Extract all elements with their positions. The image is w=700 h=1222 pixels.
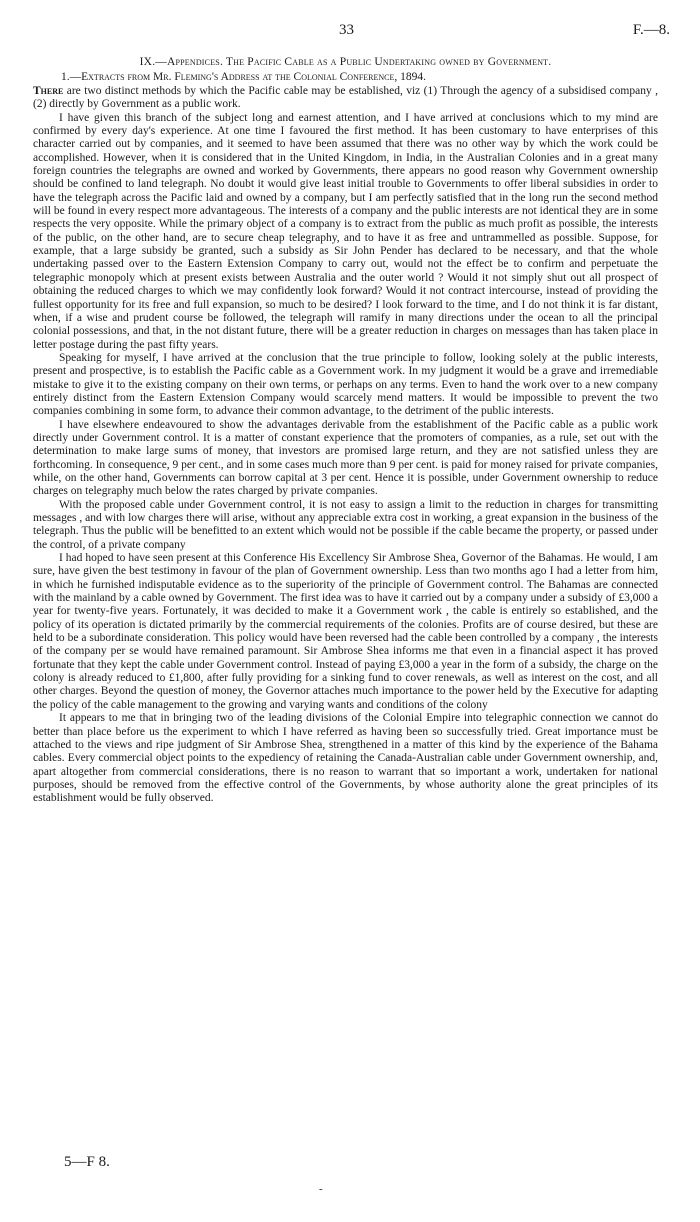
section-heading: IX.—Appendices. The Pacific Cable as a Public Undertaking owned by Government. bbox=[139, 56, 552, 68]
footer-mark: - bbox=[319, 1183, 323, 1195]
signature-mark: 5—F 8. bbox=[64, 1154, 110, 1170]
paragraph: I had hoped to have seen present at this Conference His Excellency Sir Ambrose Shea, Governor of the Bahamas. He would, I am sure, have given the best testimony in favour of the plan of Government ownership. Less than two months ago I had a letter from him, in which he furnished indisputable evidence as to the superiority of the principle of Government control. The Bahamas are connected with the mainland by a cable owned by Government. The first idea was to have it carried out by a company under a subsidy of £3,000 a year for twenty-five years. Fortunately, it was decided to make it a Government work , the cable is entirely so established, and the policy of its operation is dictated primarily by the commercial requirements of the colonies. Profits are of course desired, but these are held to be a subordinate consideration. This policy would have been reversed had the cable been controlled by a company , the interests of the company per se would have remained paramount. Sir Ambrose Shea informs me that even in a financial aspect it has proved fortunate that they kept the cable under Government control. Instead of paying £3,000 a year in the form of a subsidy, the charge on the colony is already reduced to £1,800, after fully providing for a sinking fund to cover renewals, as well as interest on the cost, and all other charges. Beyond the question of money, the Governor attaches much importance to the power held by the Executive for adapting the policy of the cable management to the growing and varying wants and conditions of the colony bbox=[33, 552, 658, 711]
paragraph: I have elsewhere endeavoured to show the advantages derivable from the establishment of the Pacific cable as a public work directly under Government control. It is a matter of constant experience that the promoters of companies, as a rule, set out with the determination to make large sums of money, that investors are promised large return, and they are not satisfied unless they are forthcoming. In consequence, 9 per cent., and in some cases much more than 9 per cent. is paid for money raised for private companies, while, on the other hand, Governments can borrow capital at 3 per cent. Hence it is possible, under Government ownership to reduce charges on telegraphy much below the rates charged by private companies. bbox=[33, 418, 658, 498]
paragraph bbox=[33, 85, 658, 112]
page-number: 33 bbox=[339, 22, 354, 38]
section-subheading: 1.—Extracts from Mr. Fleming's Address at the Colonial Conference, 1894. bbox=[61, 71, 427, 83]
paragraph: I have given this branch of the subject long and earnest attention, and I have arrived at conclusions which to my mind are confirmed by every day's experience. At one time I favoured the first method. It has been customary to have enterprises of this character carried out by companies, and it seemed to have been assumed that there was no other way by which the work could be accomplished. However, when it is considered that in the United Kingdom, in India, in the Australian Colonies and in a great many foreign countries the telegraphs are owned and worked by Governments, there appears no good reason why Government ownership should be confined to land telegraph. No doubt it would give least initial trouble to Governments to offer liberal subsidies in order to have the telegraph across the Pacific laid and owned by a company, but I am perfectly satisfied that in the long run the second method will be found in every respect more advantageous. The interests of a company and the public interests are not identical they are in some respects the very opposite. While the primary object of a company is to extract from the public as much profit as possible, the interests of the public, on the other hand, are to secure cheap telegraphy, and to have it as free and untrammelled as possible. Suppose, for example, that a large subsidy be granted, such a subsidy as Sir John Pender has declared to be necessary, and that the whole undertaking passed over to the Eastern Extension Company to carry out, would not the effect be to confirm and perpetuate the telegraphic monopoly which at present exists between Australia and the outer world ? Would it not simply shut out all prospect of obtaining the reduced charges to which we may confidently look forward? Would it not contract intercourse, instead of providing the fullest opportunity for its free and full expansion, so much to be desired? I look forward to the time, and I do not think it is far distant, when, if a wise and prudent course be followed, the telegraph will ramify in many directions under the ocean to all the principal colonial possessions, and that, in the not distant future, there will be a greater reduction in charges on messages than has taken place in letter postage during the past fifty years. bbox=[33, 111, 658, 351]
paragraph: Speaking for myself, I have arrived at the conclusion that the true principle to follow, looking solely at the public interests, present and prospective, is to establish the Pacific cable as a Government work. In my judgment it would be a grave and irremediable mistake to give it to the existing company on their own terms, or perhaps on any terms. Even to hand the work over to a new company entirely distinct from the Eastern Extension Company would scarcely mend matters. It would be impossible to prevent the two companies combining in some form, to advance their common advantage, to the detriment of the public interests. bbox=[33, 351, 658, 418]
paragraph-text: are two distinct methods by which the Pacific cable may be established, viz (1) Through the agency of a subsidised company , (2) directly by Government as a public work. bbox=[33, 85, 658, 111]
paragraph: With the proposed cable under Government control, it is not easy to assign a limit to the reduction in charges for transmitting messages , and with low charges there will arise, without any appreciable extra cost in working, a great expansion in the business of the telegraph. Thus the public will be benefitted to an extent which would not be possible if the cable became the property, or passed under the control, of a private company bbox=[33, 498, 658, 551]
paragraph-lead-word: There bbox=[33, 85, 64, 97]
paragraph: It appears to me that in bringing two of the leading divisions of the Colonial Empire into telegraphic connection we cannot do better than place before us the experiment to which I have referred as having been so successfully tried. Great importance must be attached to the views and ripe judgment of Sir Ambrose Shea, strengthened in a matter of this kind by the experience of the Bahama cables. Every commercial object points to the expediency of retaining the Canada-Australian cable under Government ownership, and, apart altogether from commercial considerations, there is no reason to warrant that so important a work, undertaken for national purposes, should be removed from the effective control of the Governments, by whose authority alone the great principles of its establishment would be fully observed. bbox=[33, 712, 658, 805]
document-code: F.—8. bbox=[632, 22, 670, 38]
document-body bbox=[33, 55, 658, 806]
